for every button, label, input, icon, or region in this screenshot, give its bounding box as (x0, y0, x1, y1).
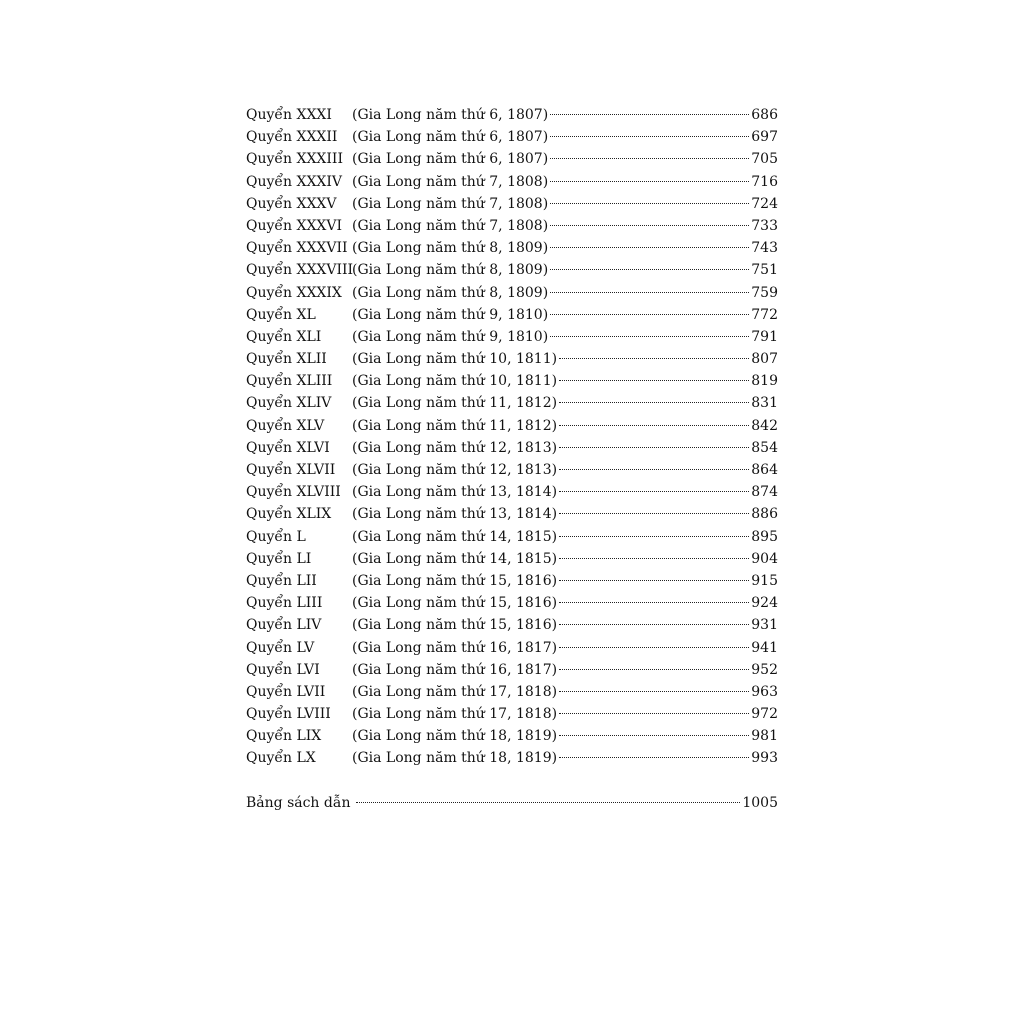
dot-leader (550, 136, 749, 137)
page-number: 886 (751, 506, 778, 523)
toc-entry (246, 104, 778, 126)
reign-year-label: (Gia Long năm thứ 8, 1809) (352, 262, 549, 279)
dot-leader (559, 447, 749, 448)
page-number: 941 (751, 639, 778, 656)
dot-leader (559, 624, 749, 625)
volume-label: Quyển XXXII (246, 129, 338, 146)
toc-entry (246, 681, 778, 703)
page-number: 831 (751, 395, 778, 412)
page-number: 864 (751, 462, 778, 478)
dot-leader (559, 602, 749, 603)
index-page-number: 1005 (742, 794, 778, 811)
dot-leader (559, 669, 749, 670)
page-number: 895 (751, 528, 778, 545)
dot-leader (550, 269, 749, 270)
page-number: 807 (751, 351, 778, 368)
volume-label: Quyển XLIX (246, 506, 332, 523)
reign-year-label: (Gia Long năm thứ 7, 1808) (352, 173, 549, 190)
toc-entry (246, 747, 778, 769)
reign-year-label: (Gia Long năm thứ 13, 1814) (352, 484, 558, 501)
reign-year-label: (Gia Long năm thứ 18, 1819) (352, 728, 558, 745)
page-number: 963 (751, 683, 778, 700)
page-number: 772 (751, 306, 778, 323)
volume-label: Quyển XXXVII (246, 240, 348, 257)
dot-leader (550, 158, 749, 159)
volume-label: Quyển LII (246, 572, 317, 589)
page-number: 733 (751, 217, 778, 234)
reign-year-label: (Gia Long năm thứ 18, 1819) (352, 750, 558, 767)
toc-entry (246, 348, 778, 370)
dot-leader (550, 314, 749, 315)
dot-leader (559, 358, 749, 359)
dot-leader (559, 580, 749, 581)
volume-label: Quyển L (246, 528, 306, 545)
page-number: 874 (751, 484, 778, 501)
volume-label: Quyển LX (246, 750, 316, 767)
page-number: 791 (751, 328, 778, 345)
reign-year-label: (Gia Long năm thứ 13, 1814) (352, 506, 558, 523)
reign-year-label: (Gia Long năm thứ 16, 1817) (352, 661, 558, 678)
dot-leader (559, 491, 749, 492)
page-number: 724 (751, 195, 778, 212)
reign-year-label: (Gia Long năm thứ 14, 1815) (352, 550, 558, 567)
toc-entry (246, 703, 778, 725)
reign-year-label: (Gia Long năm thứ 9, 1810) (352, 328, 549, 345)
dot-leader (559, 735, 749, 736)
volume-label: Quyển XLI (246, 328, 322, 345)
toc-entry (246, 725, 778, 747)
index-title: Bảng sách dẫn (246, 794, 351, 811)
page-number: 716 (751, 173, 778, 190)
volume-label: Quyển XXXI (246, 107, 332, 123)
reign-year-label: (Gia Long năm thứ 16, 1817) (352, 639, 558, 656)
dot-leader (559, 691, 749, 692)
page-number: 972 (751, 706, 778, 723)
toc-entry (246, 370, 778, 392)
toc-entry (246, 437, 778, 459)
reign-year-label: (Gia Long năm thứ 11, 1812) (352, 395, 558, 412)
toc-entry (246, 548, 778, 570)
reign-year-label: (Gia Long năm thứ 17, 1818) (352, 683, 558, 700)
volume-label: Quyển LVIII (246, 706, 331, 723)
toc-entry (246, 259, 778, 281)
reign-year-label: (Gia Long năm thứ 8, 1809) (352, 240, 549, 257)
dot-leader (559, 757, 749, 758)
dot-leader (559, 558, 749, 559)
toc-entry (246, 503, 778, 525)
page-number: 931 (751, 617, 778, 634)
toc-entry (246, 526, 778, 548)
volume-label: Quyển XXXIV (246, 173, 343, 190)
page-number: 854 (751, 439, 778, 456)
dot-leader (559, 713, 749, 714)
page-number: 743 (751, 240, 778, 257)
volume-label: Quyển LIX (246, 728, 322, 745)
dot-leader (559, 469, 749, 470)
dot-leader (550, 292, 749, 293)
dot-leader (550, 225, 749, 226)
page-number: 952 (751, 661, 778, 678)
dot-leader (550, 247, 749, 248)
page-number: 904 (751, 550, 778, 567)
dot-leader (559, 425, 749, 426)
volume-label: Quyển XLV (246, 417, 325, 434)
toc-entry (246, 126, 778, 148)
reign-year-label: (Gia Long năm thứ 6, 1807) (352, 107, 549, 123)
page-number: 751 (751, 262, 778, 279)
page-number: 915 (751, 572, 778, 589)
page-number: 981 (751, 728, 778, 745)
toc-entry (246, 592, 778, 614)
volume-label: Quyển XLVI (246, 439, 330, 456)
volume-label: Quyển XXXIX (246, 284, 342, 301)
toc-entry (246, 459, 778, 481)
volume-label: Quyển LI (246, 550, 312, 567)
volume-label: Quyển LVI (246, 661, 320, 678)
toc-entry (246, 304, 778, 326)
reign-year-label: (Gia Long năm thứ 8, 1809) (352, 284, 549, 301)
volume-label: Quyển XXXVIII (246, 262, 354, 279)
toc-entry-list (246, 104, 778, 770)
dot-leader (550, 181, 749, 182)
volume-label: Quyển XLVII (246, 462, 336, 478)
reign-year-label: (Gia Long năm thứ 10, 1811) (352, 351, 558, 368)
reign-year-label: (Gia Long năm thứ 15, 1816) (352, 617, 558, 634)
dot-leader (356, 802, 740, 803)
reign-year-label: (Gia Long năm thứ 11, 1812) (352, 417, 558, 434)
page-number: 759 (751, 284, 778, 301)
page-number: 705 (751, 151, 778, 168)
page-number: 686 (751, 107, 778, 123)
table-of-contents (246, 104, 778, 814)
reign-year-label: (Gia Long năm thứ 7, 1808) (352, 217, 549, 234)
volume-label: Quyển XXXVI (246, 217, 343, 234)
dot-leader (559, 647, 749, 648)
toc-entry (246, 326, 778, 348)
reign-year-label: (Gia Long năm thứ 6, 1807) (352, 151, 549, 168)
dot-leader (559, 536, 749, 537)
toc-entry (246, 392, 778, 414)
toc-entry (246, 215, 778, 237)
reign-year-label: (Gia Long năm thứ 17, 1818) (352, 706, 558, 723)
toc-entry (246, 659, 778, 681)
volume-label: Quyển XLVIII (246, 484, 341, 501)
toc-entry (246, 637, 778, 659)
dot-leader (550, 336, 749, 337)
toc-entry (246, 148, 778, 170)
dot-leader (550, 203, 749, 204)
reign-year-label: (Gia Long năm thứ 12, 1813) (352, 462, 558, 478)
reign-year-label: (Gia Long năm thứ 10, 1811) (352, 373, 558, 390)
page-number: 819 (751, 373, 778, 390)
reign-year-label: (Gia Long năm thứ 15, 1816) (352, 595, 558, 612)
volume-label: Quyển LV (246, 639, 315, 656)
toc-entry (246, 570, 778, 592)
page-number: 993 (751, 750, 778, 767)
toc-entry (246, 614, 778, 636)
reign-year-label: (Gia Long năm thứ 15, 1816) (352, 572, 558, 589)
dot-leader (559, 402, 749, 403)
reign-year-label: (Gia Long năm thứ 7, 1808) (352, 195, 549, 212)
volume-label: Quyển XL (246, 306, 316, 323)
volume-label: Quyển XLIII (246, 373, 333, 390)
page-number: 924 (751, 595, 778, 612)
reign-year-label: (Gia Long năm thứ 14, 1815) (352, 528, 558, 545)
toc-entry (246, 415, 778, 437)
volume-label: Quyển LIV (246, 617, 322, 634)
volume-label: Quyển XXXV (246, 195, 337, 212)
toc-entry (246, 171, 778, 193)
volume-label: Quyển XLII (246, 351, 327, 368)
volume-label: Quyển XXXIII (246, 151, 343, 168)
page-number: 842 (751, 417, 778, 434)
dot-leader (550, 114, 749, 115)
page-number: 697 (751, 129, 778, 146)
dot-leader (559, 513, 749, 514)
reign-year-label: (Gia Long năm thứ 9, 1810) (352, 306, 549, 323)
toc-entry (246, 481, 778, 503)
toc-entry (246, 282, 778, 304)
reign-year-label: (Gia Long năm thứ 6, 1807) (352, 129, 549, 146)
toc-entry (246, 193, 778, 215)
volume-label: Quyển LVII (246, 683, 326, 700)
toc-entry (246, 237, 778, 259)
volume-label: Quyển LIII (246, 595, 323, 612)
toc-index-entry (246, 792, 778, 814)
volume-label: Quyển XLIV (246, 395, 332, 412)
dot-leader (559, 380, 749, 381)
reign-year-label: (Gia Long năm thứ 12, 1813) (352, 439, 558, 456)
